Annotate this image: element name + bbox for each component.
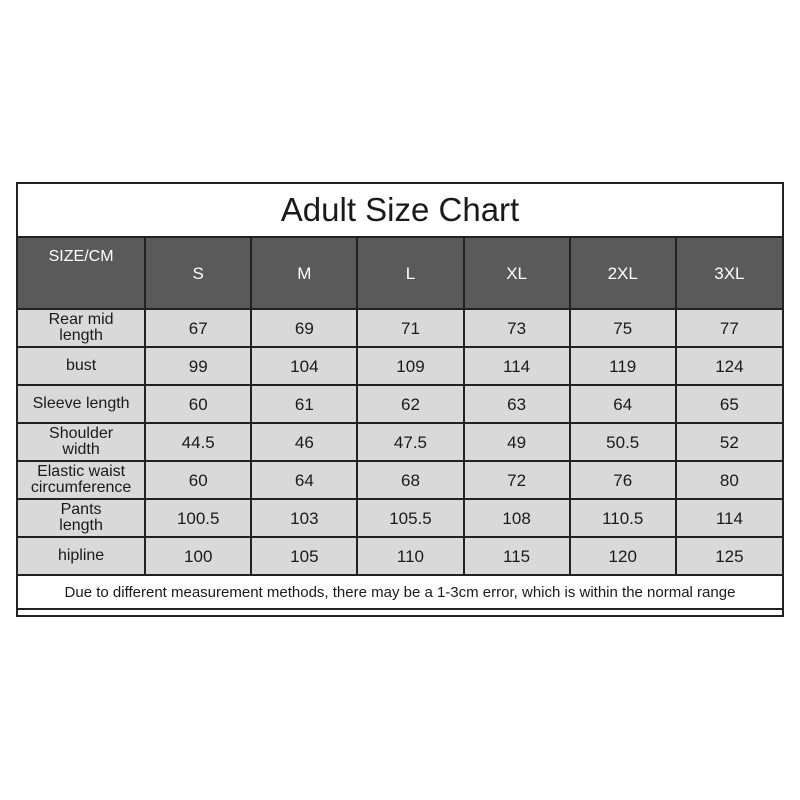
table-cell: 44.5 — [145, 423, 251, 461]
table-cell: 114 — [464, 347, 570, 385]
chart-title: Adult Size Chart — [18, 184, 782, 238]
table-cell: 50.5 — [570, 423, 676, 461]
table-cell: 69 — [251, 309, 357, 347]
table-row — [18, 423, 782, 461]
row-label — [18, 461, 145, 499]
header-row — [18, 238, 782, 309]
table-cell: 119 — [570, 347, 676, 385]
table-cell: 100.5 — [145, 499, 251, 537]
table-cell: 68 — [357, 461, 463, 499]
table-cell: 124 — [676, 347, 782, 385]
table-cell: 99 — [145, 347, 251, 385]
table-cell: 109 — [357, 347, 463, 385]
table-cell: 125 — [676, 537, 782, 575]
size-header-3xl: 3XL — [676, 238, 782, 309]
row-label — [18, 309, 145, 347]
table-cell: 52 — [676, 423, 782, 461]
size-header-xl: XL — [464, 238, 570, 309]
size-header-s: S — [145, 238, 251, 309]
row-label-line1: Pants — [60, 501, 102, 518]
row-label — [18, 499, 145, 537]
table-cell: 108 — [464, 499, 570, 537]
table-cell: 105 — [251, 537, 357, 575]
table-cell: 47.5 — [357, 423, 463, 461]
size-header-2xl: 2XL — [570, 238, 676, 309]
table-cell: 49 — [464, 423, 570, 461]
table-cell: 77 — [676, 309, 782, 347]
table-cell: 71 — [357, 309, 463, 347]
table-cell: 62 — [357, 385, 463, 423]
table-cell: 60 — [145, 385, 251, 423]
table-cell: 76 — [570, 461, 676, 499]
row-label-line2: length — [59, 517, 103, 534]
note-row — [18, 575, 782, 609]
table-cell: 63 — [464, 385, 570, 423]
size-table — [18, 238, 782, 610]
table-cell: 103 — [251, 499, 357, 537]
corner-header: SIZE/CM — [18, 238, 145, 309]
table-row — [18, 537, 782, 575]
size-header-l: L — [357, 238, 463, 309]
table-cell: 67 — [145, 309, 251, 347]
table-cell: 64 — [251, 461, 357, 499]
row-label — [18, 423, 145, 461]
table-row — [18, 461, 782, 499]
row-label-line2: width — [62, 441, 100, 458]
table-row — [18, 385, 782, 423]
row-label: hipline — [18, 537, 145, 575]
table-cell: 110.5 — [570, 499, 676, 537]
row-label-line1: Rear mid — [48, 311, 114, 328]
size-chart — [16, 182, 784, 617]
row-label: bust — [18, 347, 145, 385]
table-cell: 80 — [676, 461, 782, 499]
table-cell: 105.5 — [357, 499, 463, 537]
table-cell: 104 — [251, 347, 357, 385]
table-cell: 110 — [357, 537, 463, 575]
table-row — [18, 309, 782, 347]
table-cell: 75 — [570, 309, 676, 347]
measurement-note: Due to different measurement methods, there may be a 1-3cm error, which is within the normal range — [18, 575, 782, 609]
table-cell: 114 — [676, 499, 782, 537]
table-row — [18, 499, 782, 537]
table-cell: 46 — [251, 423, 357, 461]
table-cell: 64 — [570, 385, 676, 423]
table-row — [18, 347, 782, 385]
row-label-line2: circumference — [30, 479, 132, 496]
table-cell: 73 — [464, 309, 570, 347]
table-cell: 120 — [570, 537, 676, 575]
row-label: Sleeve length — [18, 385, 145, 423]
size-header-m: M — [251, 238, 357, 309]
row-label-line1: Elastic waist — [37, 463, 126, 480]
table-cell: 72 — [464, 461, 570, 499]
table-cell: 61 — [251, 385, 357, 423]
row-label-line1: Shoulder — [49, 425, 114, 442]
table-cell: 100 — [145, 537, 251, 575]
table-cell: 65 — [676, 385, 782, 423]
table-cell: 115 — [464, 537, 570, 575]
table-cell: 60 — [145, 461, 251, 499]
row-label-line2: length — [59, 327, 103, 344]
